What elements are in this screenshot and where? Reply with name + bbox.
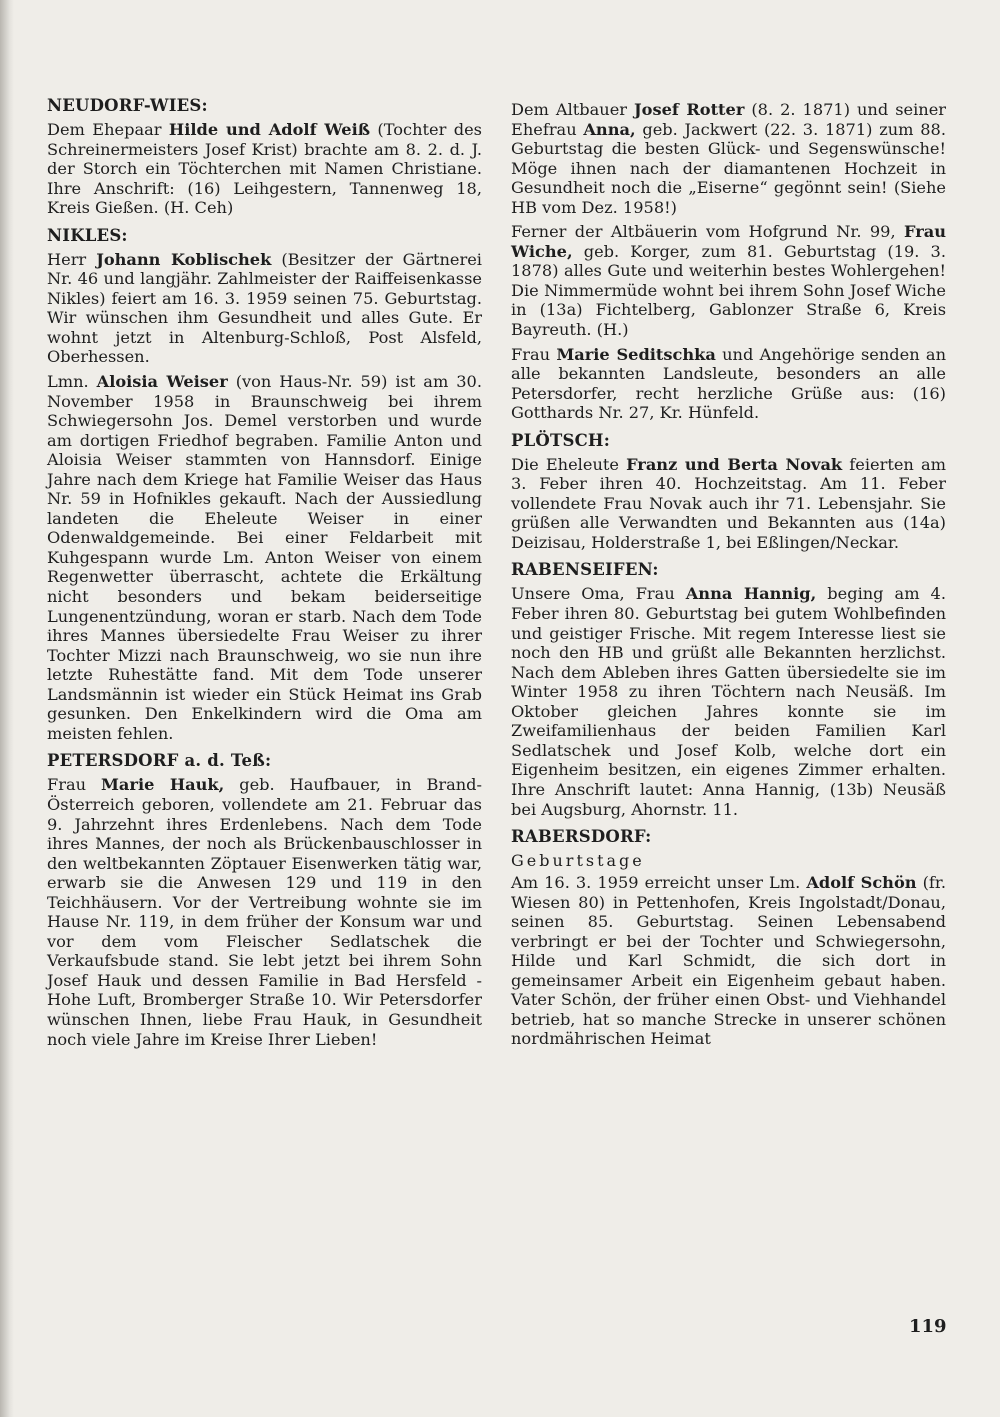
paragraph-continued-1 bbox=[511, 100, 946, 217]
paragraph-ploetsch-1 bbox=[511, 455, 946, 553]
heading-petersdorf: PETERSDORF a. d. Teß: bbox=[47, 751, 272, 771]
text: Dem Ehepaar bbox=[47, 120, 169, 139]
text: Unsere Oma, Frau bbox=[511, 584, 686, 604]
name-bold: Anna, bbox=[583, 119, 636, 139]
heading-rabenseifen: RABENSEIFEN: bbox=[511, 560, 659, 580]
text: geb. Jackwert (22. 3. 1871) zum 88. Geburtstag die besten Glück- und Segenswünsche! Möge ihnen nach der diamantenen Hochzeit in Gesundheit noch die „Eiserne“ gegönnt sein! (Siehe HB vom Dez. 1958!) bbox=[511, 119, 946, 217]
paragraph-neudorf-1 bbox=[47, 120, 482, 218]
text: Am 16. 3. 1959 erreicht unser Lm. bbox=[511, 873, 807, 893]
text: geb. Haufbauer, in Brand-Österreich geboren, vollendete am 21. Februar das 9. Jahrzehnt ihres Erdenlebens. Nach dem Tode ihres Mannes, der noch als Brückenbauschlosser in den weltbekannten Zöptauer Eisenwerken tätig war, erwarb sie die Anwesen 129 und 119 in den Teichhäusern. Vor der Vertreibung wohnte sie im Hause Nr. 119, in dem früher der Konsum war und vor dem vom Fleischer Sedlatschek die Verkaufsbude stand. Sie lebt jetzt bei ihrem Sohn Josef Hauk und dessen Familie in Bad Hersfeld - Hohe Luft, Bromberger Straße 10. Wir Petersdorfer wünschen Ihnen, liebe Frau Hauk, in Gesundheit noch viele Jahre im Kreise Ihrer Lieben! bbox=[47, 775, 482, 1049]
heading-rabersdorf: RABERSDORF: bbox=[511, 827, 652, 847]
text: Frau bbox=[511, 344, 557, 364]
heading-nikles: NIKLES: bbox=[47, 225, 128, 245]
text: geb. Korger, zum 81. Geburtstag (19. 3. 1878) alles Gute und weiterhin bestes Wohlergehen! Die Nimmermüde wohnt bei ihrem Sohn Josef Wiche in (13a) Fichtelberg, Gablonzer Straße 6, Kreis Bayreuth. (H.) bbox=[511, 241, 946, 340]
name-bold: Josef Rotter bbox=[634, 100, 745, 119]
heading-neudorf-wies: NEUDORF-WIES: bbox=[47, 96, 208, 115]
paragraph-rabersdorf-1 bbox=[511, 873, 946, 1049]
text: Dem Altbauer bbox=[511, 100, 635, 119]
heading-ploetsch: PLÖTSCH: bbox=[511, 430, 610, 450]
subheading-geburtstage: Geburtstage bbox=[511, 851, 645, 871]
text: (8. 2. 1871) und seiner Ehefrau bbox=[511, 100, 947, 139]
name-bold: Anna Hannig, bbox=[685, 584, 817, 604]
paragraph-petersdorf-1 bbox=[47, 775, 482, 1049]
page-binding-shadow bbox=[0, 0, 14, 1417]
text: Die Eheleute bbox=[511, 454, 627, 474]
left-column bbox=[47, 96, 482, 1054]
name-bold: Franz und Berta Novak bbox=[626, 454, 843, 474]
text: Herr bbox=[47, 249, 97, 269]
paragraph-continued-3 bbox=[511, 345, 946, 423]
paragraph-nikles-1 bbox=[47, 250, 482, 367]
name-bold: Adolf Schön bbox=[806, 873, 917, 893]
name-bold: Aloisia Weiser bbox=[96, 372, 228, 392]
text: Ferner der Altbäuerin vom Hofgrund Nr. 99, bbox=[511, 222, 904, 242]
page-number: 119 bbox=[909, 1316, 947, 1337]
name-bold: Hilde und Adolf Weiß bbox=[168, 120, 371, 139]
name-bold: Marie Hauk, bbox=[101, 775, 225, 795]
text: feierten am 3. Feber ihren 40. Hochzeitstag. Am 11. Feber vollendete Frau Novak auch ihr 71. Lebensjahr. Sie grüßen alle Verwandten und Bekannten aus (14a) Deizisau, Holderstraße 1, bei Eßlingen/Neckar. bbox=[511, 454, 946, 552]
text: beging am 4. Feber ihren 80. Geburtstag bei gutem Wohlbefinden und geistiger Frische. Mit regem Interesse liest sie noch den HB und grüßt alle Bekannten herzlichst. Nach dem Ableben ihres Gatten übersiedelte sie im Winter 1958 zu ihren Töchtern nach Neusäß. Im Oktober gleichen Jahres konnte sie im Zweifamilienhaus der beiden Familien Karl Sedlatschek und Josef Kolb, welche dort ein Eigenheim besitzen, ein eigenes Zimmer erhalten. Ihre Anschrift lautet: Anna Hannig, (13b) Neusäß bei Augsburg, Ahornstr. 11. bbox=[511, 584, 946, 819]
text: (Besitzer der Gärtnerei Nr. 46 und langjähr. Zahlmeister der Raiffeisenkasse Nikles) feiert am 16. 3. 1959 seinen 75. Geburtstag. Wir wünschen ihm Gesundheit und alles Gute. Er wohnt jetzt in Altenburg-Schloß, Post Alsfeld, Oberhessen. bbox=[47, 249, 482, 367]
text: (Tochter des Schreinermeisters Josef Krist) brachte am 8. 2. d. J. der Storch ein Töchterchen mit Namen Christiane. Ihre Anschrift: (16) Leihgestern, Tannenweg 18, Kreis Gießen. (H. Ceh) bbox=[47, 120, 482, 218]
paragraph-nikles-2 bbox=[47, 372, 482, 743]
text: und Angehörige senden an alle bekannten Landsleute, besonders an alle Petersdorfer, recht herzliche Grüße aus: (16) Gotthards Nr. 27, Kr. Hünfeld. bbox=[511, 344, 946, 423]
right-column bbox=[511, 100, 946, 1054]
name-bold: Frau Wiche, bbox=[511, 222, 946, 261]
text: Lmn. bbox=[47, 372, 97, 392]
paragraph-continued-2 bbox=[511, 222, 946, 339]
name-bold: Johann Koblischek bbox=[96, 249, 272, 269]
name-bold: Marie Seditschka bbox=[556, 344, 716, 364]
text: (von Haus-Nr. 59) ist am 30. November 1958 in Braunschweig bei ihrem Schwiegersohn Jos. Demel verstorben und wurde am dortigen Friedhof begraben. Familie Anton und Aloisia Weiser stammten von Hannsdorf. Einige Jahre nach dem Kriege hat Familie Weiser das Haus Nr. 59 in Hofnikles gekauft. Nach der Aussiedlung landeten die Eheleute Weiser in einer Odenwaldgemeinde. Bei einer Feldarbeit mit Kuhgespann wurde Lm. Anton Weiser von einem Regenwetter überrascht, achtete die Erkältung nicht besonders und bekam beiderseitige Lungenentzündung, woran er starb. Nach dem Tode ihres Mannes übersiedelte Frau Weiser zu ihrer Tochter Mizzi nach Braunschweig, wo sie nun ihre letzte Ruhestätte fand. Mit dem Tode unserer Landsmännin ist wieder ein Stück Heimat ins Grab gesunken. Den Enkelkindern wird die Oma am meisten fehlen. bbox=[47, 372, 483, 743]
text: (fr. Wiesen 80) in Pettenhofen, Kreis Ingolstadt/Donau, seinen 85. Geburtstag. Seinen Lebensabend verbringt er bei der Tochter und Schwiegersohn, Hilde und Karl Schmidt, die sich dort in gemeinsamer Arbeit ein Eigenheim gebaut haben. Vater Schön, der früher einen Obst- und Viehhandel betrieb, hat so manche Strecke in unserer schönen nordmährischen Heimat bbox=[511, 873, 946, 1049]
text: Frau bbox=[47, 775, 102, 795]
paragraph-rabenseifen-1 bbox=[511, 584, 946, 819]
